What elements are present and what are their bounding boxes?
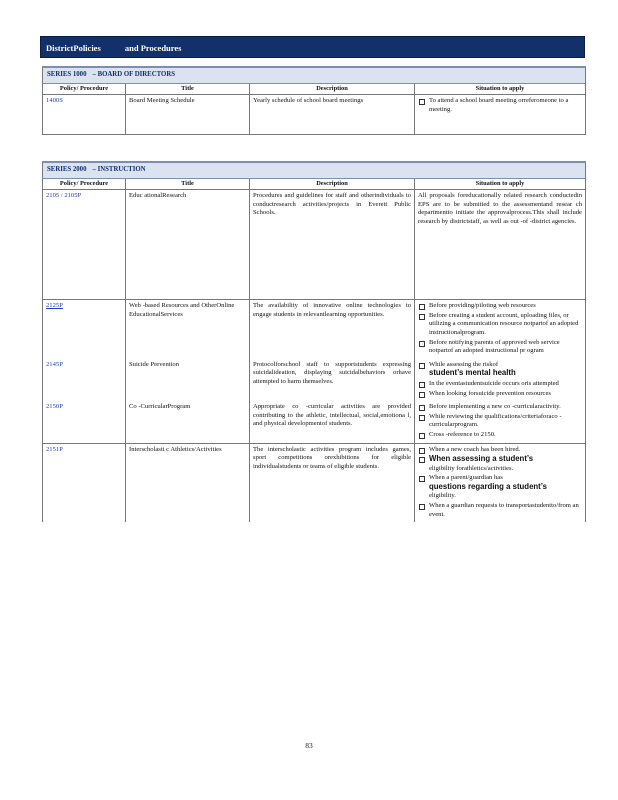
series-1000-heading — [43, 67, 586, 83]
col-header-policy: Policy/ Procedure — [43, 178, 126, 190]
series-name: – BOARD OF DIRECTORS — [92, 71, 176, 78]
series-2000-table — [42, 161, 586, 522]
policy-link[interactable]: 2150P — [46, 403, 63, 411]
table-row — [43, 190, 586, 300]
checkbox-icon — [419, 314, 425, 320]
table-row — [43, 443, 586, 522]
policy-link[interactable]: 2151P — [46, 445, 63, 453]
header-title-left: DistrictPolicies — [46, 43, 101, 53]
checkbox-icon — [419, 504, 425, 510]
situation-text: Before providing/piloting web resources — [429, 302, 536, 310]
header-banner — [40, 36, 585, 58]
list-item — [418, 455, 582, 473]
row-situation: All proposals foreducationally related research conductedin EPS are to be submitted to the assessmentand resear ch departmentto initiate the approvalprocess.This shall include research by districtstaff, as well as out -of -district agencies. — [415, 190, 586, 300]
checkbox-icon — [419, 405, 425, 411]
col-header-description: Description — [250, 178, 415, 190]
situation-text: To attend a school board meeting orreferomeone to a meeting. — [429, 97, 569, 113]
situation-text: While assessing the riskof — [429, 360, 499, 368]
situation-text: Before notifying parents of approved web service notpartof an adopted instructional pr ogram — [429, 338, 560, 355]
situation-text-bold: When assessing a student’s — [429, 454, 534, 464]
situation-text: Cross -reference to 2150. — [429, 430, 496, 438]
list-item — [418, 312, 582, 338]
checkbox-icon — [419, 457, 425, 463]
row-description: The availability of innovative online technologies to engage students in relevantlearning opportunities. — [250, 300, 415, 359]
checkbox-icon — [419, 99, 425, 105]
checkbox-icon — [419, 363, 425, 369]
col-header-situation: Situation to apply — [415, 83, 586, 95]
situation-text: While reviewing the qualifications/criteriaforaco -curricularprogram. — [429, 412, 562, 429]
list-item — [418, 413, 582, 430]
list-item — [418, 339, 582, 356]
situation-text-bold: questions regarding a student’s — [429, 481, 547, 491]
checkbox-icon — [419, 304, 425, 310]
row-description: Procedures and guidelines for staff and otherindividuals to conductresearch activities/projects in Everett Public Schools. — [250, 190, 415, 300]
situation-text: eligibility forathletics/activities. — [429, 464, 514, 472]
list-item — [418, 97, 582, 114]
situation-text-bold: student’s mental health — [429, 368, 516, 378]
checkbox-icon — [419, 415, 425, 421]
col-header-title: Title — [126, 178, 250, 190]
col-header-description: Description — [250, 83, 415, 95]
list-item — [418, 302, 582, 311]
list-item — [418, 502, 582, 519]
series-1000-table — [42, 66, 586, 135]
list-item — [418, 431, 582, 440]
row-title: Co -CurricularProgram — [126, 401, 250, 443]
col-header-title: Title — [126, 83, 250, 95]
checkbox-icon — [419, 448, 425, 454]
series-name: – INSTRUCTION — [92, 166, 146, 173]
row-title: Suicide Prevention — [126, 359, 250, 401]
list-item — [418, 361, 582, 379]
checkbox-icon — [419, 382, 425, 388]
col-header-policy: Policy/ Procedure — [43, 83, 126, 95]
row-description: Protocolforschool staff to supportstudents expressing suicidalideation, displaying suicidalbehaviors orhave attempted to harm themselves. — [250, 359, 415, 401]
table-row — [43, 95, 586, 135]
list-item — [418, 446, 582, 455]
situation-text: When a parent/guardian has — [429, 474, 503, 482]
col-header-situation: Situation to apply — [415, 178, 586, 190]
row-description: Yearly schedule of school board meetings — [250, 95, 415, 135]
policy-link[interactable]: 1400S — [46, 97, 63, 105]
row-title: Web -based Resources and OtherOnline EducationalServices — [126, 300, 250, 359]
situation-text: When a guardian requests to transportastudentto/from an event. — [429, 502, 579, 518]
row-description: The interscholastic activities program includes games, sport competitions orexhibitions for eligible individualstudents or teams of eligible students. — [250, 443, 415, 522]
situation-text: Before creating a student account, uploading files, or utilizing a communication resource notpartof an adopted instructionalprogram. — [429, 311, 579, 336]
series-2000-heading — [43, 162, 586, 178]
checkbox-icon — [419, 476, 425, 482]
row-title: Board Meeting Schedule — [126, 95, 250, 135]
situation-text: When a new coach has been hired. — [429, 445, 521, 453]
series-label: SERIES 1000 — [47, 71, 87, 78]
checkbox-icon — [419, 433, 425, 439]
table-row — [43, 359, 586, 401]
list-item — [418, 403, 582, 412]
table-row — [43, 300, 586, 359]
page-number: 83 — [305, 741, 313, 750]
table-row — [43, 401, 586, 443]
header-title-right: and Procedures — [124, 43, 182, 53]
list-item — [418, 390, 582, 399]
list-item — [418, 474, 582, 501]
checkbox-icon — [419, 392, 425, 398]
situation-text: Before implementing a new co -curricularactivity. — [429, 403, 561, 411]
situation-text: eligibility. — [429, 492, 456, 500]
policy-link[interactable]: 2145P — [46, 360, 63, 368]
checkbox-icon — [419, 341, 425, 347]
series-label: SERIES 2000 — [47, 166, 87, 173]
situation-text: When looking forsuicide prevention resources — [429, 389, 551, 397]
row-title: Interscholasti c Athletics/Activities — [126, 443, 250, 522]
row-description: Appropriate co -curricular activities are provided contributing to the athletic, intellectual, social,emotiona l, and physical developmentof students. — [250, 401, 415, 443]
situation-text: In the eventastudentsuicide occurs oris attempted — [429, 379, 559, 387]
list-item — [418, 380, 582, 389]
row-title: Educ ationalResearch — [126, 190, 250, 300]
policy-link[interactable]: 2125P — [46, 302, 63, 310]
policy-link[interactable]: 2105 / 2105P — [46, 192, 82, 200]
